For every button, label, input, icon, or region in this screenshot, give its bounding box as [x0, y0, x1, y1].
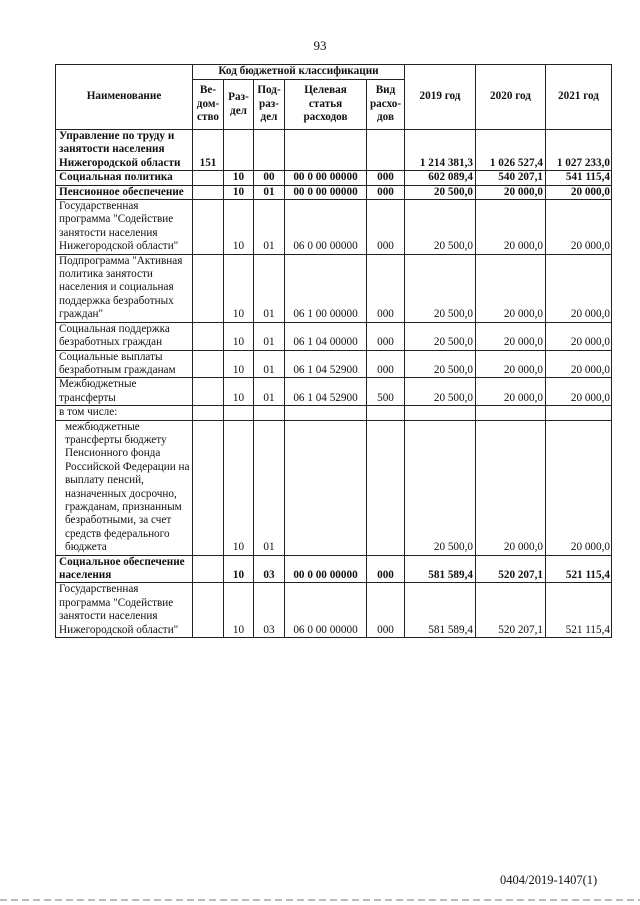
row-vedomstvo [193, 322, 224, 350]
row-2019: 602 089,4 [405, 171, 476, 185]
row-target: 00 0 00 00000 [285, 555, 367, 583]
row-razdel: 10 [224, 378, 254, 406]
row-razdel: 10 [224, 200, 254, 255]
row-name [56, 420, 193, 555]
row-2019: 20 500,0 [405, 322, 476, 350]
row-razdel: 10 [224, 254, 254, 322]
row-podrazdel: 00 [254, 171, 285, 185]
row-target: 06 1 04 52900 [285, 350, 367, 378]
row-razdel [224, 130, 254, 171]
row-2021: 1 027 233,0 [546, 130, 612, 171]
row-vedomstvo [193, 378, 224, 406]
row-razdel: 10 [224, 350, 254, 378]
row-podrazdel: 01 [254, 350, 285, 378]
scan-edge-divider [0, 899, 640, 901]
row-name: Пенсионное обеспечение [56, 185, 193, 199]
row-razdel: 10 [224, 583, 254, 638]
row-2019: 20 500,0 [405, 420, 476, 555]
row-2020: 20 000,0 [476, 185, 546, 199]
table-row [56, 406, 612, 420]
row-podrazdel [254, 130, 285, 171]
row-2021: 20 000,0 [546, 254, 612, 322]
row-vid: 000 [367, 350, 405, 378]
row-2019: 20 500,0 [405, 378, 476, 406]
table-row [56, 555, 612, 583]
row-podrazdel: 01 [254, 322, 285, 350]
row-vid: 000 [367, 583, 405, 638]
row-podrazdel: 01 [254, 200, 285, 255]
row-vedomstvo [193, 200, 224, 255]
table-row [56, 130, 612, 171]
row-target [285, 406, 367, 420]
row-2019: 20 500,0 [405, 254, 476, 322]
row-vedomstvo [193, 406, 224, 420]
row-vedomstvo: 151 [193, 130, 224, 171]
row-target: 06 0 00 00000 [285, 200, 367, 255]
row-podrazdel: 03 [254, 555, 285, 583]
row-vid: 000 [367, 555, 405, 583]
col-header-vedomstvo: Ве- дом- ство [193, 80, 224, 130]
row-2020: 1 026 527,4 [476, 130, 546, 171]
row-vedomstvo [193, 350, 224, 378]
row-target: 06 1 04 00000 [285, 322, 367, 350]
row-2019: 581 589,4 [405, 583, 476, 638]
col-header-name: Наименование [56, 65, 193, 130]
col-header-2019: 2019 год [405, 65, 476, 130]
table-row [56, 171, 612, 185]
table-row [56, 185, 612, 199]
row-target [285, 130, 367, 171]
row-2020: 20 000,0 [476, 378, 546, 406]
row-2020: 540 207,1 [476, 171, 546, 185]
table-row [56, 254, 612, 322]
row-vid: 000 [367, 185, 405, 199]
row-2019: 20 500,0 [405, 350, 476, 378]
row-target: 06 1 04 52900 [285, 378, 367, 406]
row-name-text: межбюджетные трансферты бюджету Пенсионного фонда Российской Федерации на выплату пенсий, назначенных досрочно, гражданам, признанным безработными, за счет средств федерального бюджета [65, 420, 190, 554]
row-2021: 20 000,0 [546, 350, 612, 378]
col-header-2020: 2020 год [476, 65, 546, 130]
table-row [56, 420, 612, 555]
row-vedomstvo [193, 185, 224, 199]
row-vedomstvo [193, 171, 224, 185]
header-row-1 [56, 65, 612, 80]
row-2021: 521 115,4 [546, 583, 612, 638]
table-row [56, 322, 612, 350]
row-vid: 500 [367, 378, 405, 406]
row-2019 [405, 406, 476, 420]
row-2021: 20 000,0 [546, 378, 612, 406]
row-2021: 541 115,4 [546, 171, 612, 185]
row-2021: 521 115,4 [546, 555, 612, 583]
row-razdel: 10 [224, 322, 254, 350]
col-header-podrazdel: Под- раз- дел [254, 80, 285, 130]
row-vedomstvo [193, 420, 224, 555]
row-vid [367, 130, 405, 171]
row-razdel: 10 [224, 185, 254, 199]
row-vid: 000 [367, 254, 405, 322]
col-header-razdel: Раз- дел [224, 80, 254, 130]
row-2021: 20 000,0 [546, 322, 612, 350]
row-podrazdel: 03 [254, 583, 285, 638]
table-row [56, 350, 612, 378]
document-code: 0404/2019-1407(1) [500, 873, 598, 887]
row-2019: 20 500,0 [405, 185, 476, 199]
row-vedomstvo [193, 583, 224, 638]
row-razdel: 10 [224, 171, 254, 185]
row-podrazdel: 01 [254, 420, 285, 555]
table-row [56, 583, 612, 638]
row-razdel [224, 406, 254, 420]
row-vedomstvo [193, 254, 224, 322]
row-2020: 20 000,0 [476, 350, 546, 378]
row-name: Подпрограмма "Активная политика занятости населения и социальная поддержка безработных граждан" [56, 254, 193, 322]
row-name: Социальные выплаты безработным гражданам [56, 350, 193, 378]
row-name: в том числе: [56, 406, 193, 420]
col-header-2021: 2021 год [546, 65, 612, 130]
row-name: Социальное обеспечение населения [56, 555, 193, 583]
row-vedomstvo [193, 555, 224, 583]
row-target: 00 0 00 00000 [285, 185, 367, 199]
page-number: 93 [313, 38, 327, 53]
row-target: 06 0 00 00000 [285, 583, 367, 638]
budget-table [55, 64, 612, 638]
row-name: Государственная программа "Содействие занятости населения Нижегородской области" [56, 200, 193, 255]
row-razdel: 10 [224, 555, 254, 583]
row-podrazdel: 01 [254, 254, 285, 322]
row-2020: 520 207,1 [476, 555, 546, 583]
row-vid: 000 [367, 322, 405, 350]
row-name: Социальная поддержка безработных граждан [56, 322, 193, 350]
row-2020 [476, 406, 546, 420]
row-2020: 20 000,0 [476, 200, 546, 255]
row-2020: 20 000,0 [476, 322, 546, 350]
row-2021 [546, 406, 612, 420]
row-razdel: 10 [224, 420, 254, 555]
row-podrazdel [254, 406, 285, 420]
col-header-target: Целевая статья расходов [285, 80, 367, 130]
table-row [56, 378, 612, 406]
row-vid [367, 406, 405, 420]
row-2019: 581 589,4 [405, 555, 476, 583]
row-2021: 20 000,0 [546, 185, 612, 199]
row-name: Управление по труду и занятости населения Нижегородской области [56, 130, 193, 171]
row-2020: 20 000,0 [476, 254, 546, 322]
table-row [56, 200, 612, 255]
row-name: Межбюджетные трансферты [56, 378, 193, 406]
row-2019: 20 500,0 [405, 200, 476, 255]
row-vid: 000 [367, 200, 405, 255]
row-vid [367, 420, 405, 555]
row-2021: 20 000,0 [546, 420, 612, 555]
row-podrazdel: 01 [254, 378, 285, 406]
col-header-code-group: Код бюджетной классификации [193, 65, 405, 80]
row-vid: 000 [367, 171, 405, 185]
row-2021: 20 000,0 [546, 200, 612, 255]
row-podrazdel: 01 [254, 185, 285, 199]
row-name: Государственная программа "Содействие занятости населения Нижегородской области" [56, 583, 193, 638]
row-target: 00 0 00 00000 [285, 171, 367, 185]
row-target: 06 1 00 00000 [285, 254, 367, 322]
row-2020: 520 207,1 [476, 583, 546, 638]
row-target [285, 420, 367, 555]
row-2019: 1 214 381,3 [405, 130, 476, 171]
col-header-vid: Вид расхо- дов [367, 80, 405, 130]
row-2020: 20 000,0 [476, 420, 546, 555]
row-name: Социальная политика [56, 171, 193, 185]
